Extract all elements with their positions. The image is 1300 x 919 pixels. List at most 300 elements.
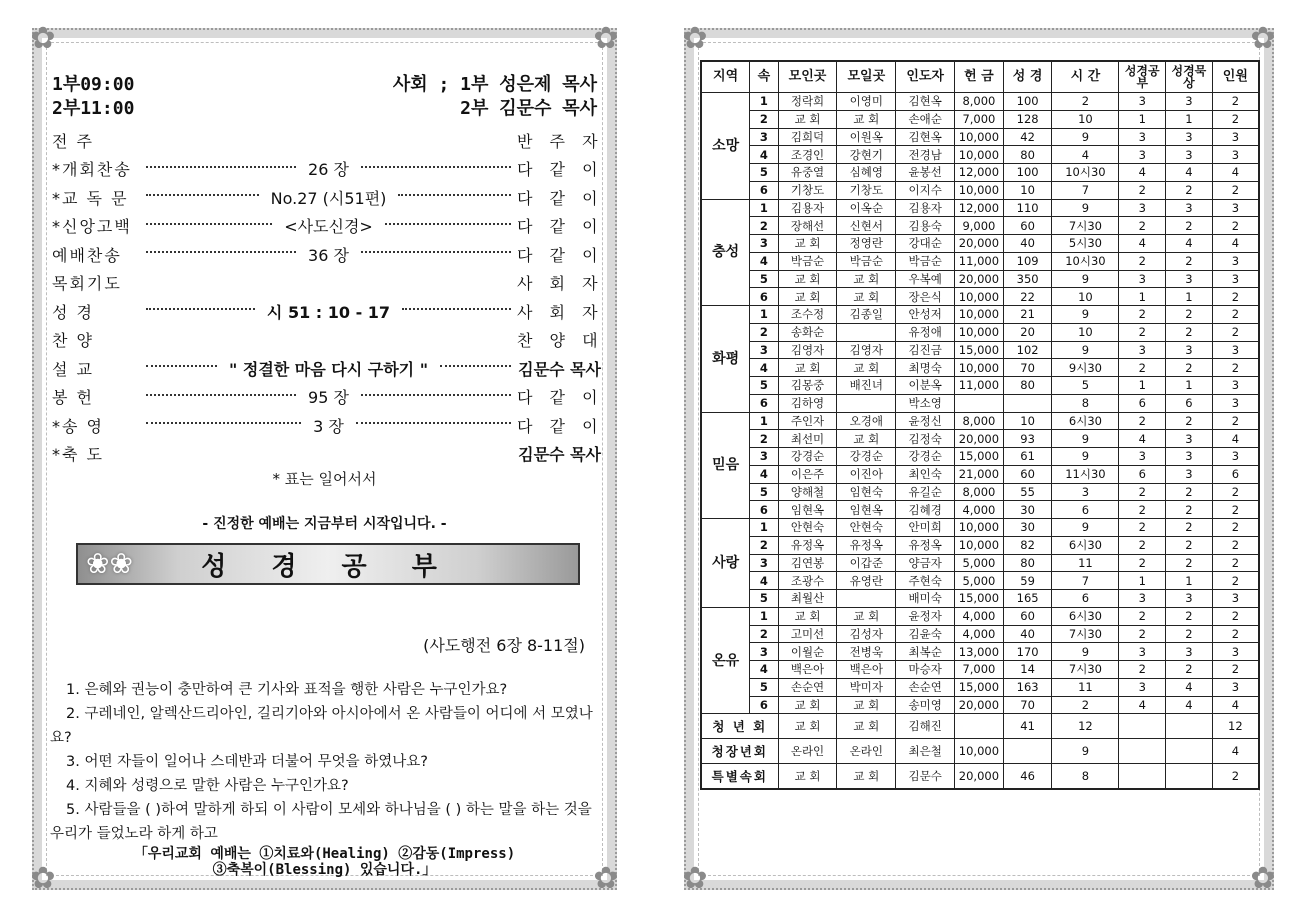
table-row — [701, 519, 1259, 537]
table-header-row — [701, 61, 1259, 93]
table-cell: 전병욱 — [837, 643, 896, 661]
table-cell: 6 — [1166, 394, 1213, 412]
question: 3. 어떤 자들이 일어나 스데반과 더불어 무엇을 하였나요? — [66, 754, 428, 770]
table-cell: 4 — [1119, 696, 1166, 714]
left-page — [30, 21, 619, 896]
table-cell — [1003, 739, 1052, 764]
order-responsible: 다 같 이 — [517, 416, 604, 436]
table-cell — [837, 590, 896, 608]
table-cell: 100 — [1003, 93, 1052, 111]
table-cell: 7 — [1052, 181, 1119, 199]
table-cell: 안현숙 — [837, 519, 896, 537]
table-row — [701, 377, 1259, 395]
dot-leader — [385, 223, 511, 225]
table-cell: 80 — [1003, 377, 1052, 395]
table-cell: 김연봉 — [778, 554, 837, 572]
table-cell: 이월순 — [778, 643, 837, 661]
table-row — [701, 536, 1259, 554]
dot-leader — [361, 166, 511, 168]
table-cell: 2 — [1166, 252, 1213, 270]
table-cell: 3 — [750, 341, 778, 359]
table-cell: 최복순 — [896, 643, 955, 661]
bible-study-banner — [76, 543, 580, 585]
table-cell: 7시30 — [1052, 625, 1119, 643]
table-cell: 교 회 — [837, 110, 896, 128]
table-cell: 8,000 — [955, 93, 1004, 111]
cell-group-schedule-table — [700, 60, 1260, 790]
table-cell: 2 — [1119, 412, 1166, 430]
order-item — [140, 300, 517, 323]
table-cell: 110 — [1003, 199, 1052, 217]
table-cell: 10 — [1052, 323, 1119, 341]
table-cell: 1 — [1119, 377, 1166, 395]
table-cell: 15,000 — [955, 448, 1004, 466]
table-cell: 6시30 — [1052, 536, 1119, 554]
table-cell: 3 — [1166, 341, 1213, 359]
table-cell: 이옥순 — [837, 199, 896, 217]
order-detail: 3 장 — [307, 414, 350, 437]
table-cell: 2 — [1212, 93, 1259, 111]
table-cell: 교 회 — [778, 764, 837, 790]
table-row — [701, 661, 1259, 679]
col-header: 헌 금 — [955, 61, 1004, 93]
order-responsible: 김문수 목사 — [518, 445, 601, 465]
table-cell: 59 — [1003, 572, 1052, 590]
table-cell: 11 — [1052, 678, 1119, 696]
table-row — [701, 554, 1259, 572]
table-cell: 2 — [1166, 359, 1213, 377]
table-cell: 2 — [750, 323, 778, 341]
table-row — [701, 430, 1259, 448]
table-cell: 교 회 — [778, 288, 837, 306]
table-row — [701, 306, 1259, 324]
order-detail: " 정결한 마음 다시 구하기 " — [223, 357, 434, 380]
table-cell: 4 — [1119, 235, 1166, 253]
table-cell: 3 — [1166, 146, 1213, 164]
order-item — [140, 186, 517, 209]
dot-leader — [146, 166, 296, 168]
table-cell: 최인숙 — [896, 465, 955, 483]
table-cell: 2 — [1212, 661, 1259, 679]
table-cell: 2 — [1212, 217, 1259, 235]
table-cell: 12 — [1212, 714, 1259, 739]
table-cell: 10,000 — [955, 128, 1004, 146]
table-cell: 교 회 — [778, 714, 837, 739]
table-cell: 9 — [1052, 519, 1119, 537]
order-row — [52, 383, 604, 412]
table-cell: 2 — [1166, 483, 1213, 501]
table-cell: 2 — [1119, 536, 1166, 554]
table-cell — [1166, 764, 1213, 790]
table-cell: 유길순 — [896, 483, 955, 501]
table-cell: 9 — [1052, 430, 1119, 448]
table-cell: 9 — [1052, 270, 1119, 288]
table-cell: 3 — [750, 235, 778, 253]
table-cell: 7 — [1052, 572, 1119, 590]
table-cell: 박금순 — [896, 252, 955, 270]
region-name: 온유 — [701, 607, 750, 714]
table-cell: 양해철 — [778, 483, 837, 501]
table-cell: 3 — [1052, 483, 1119, 501]
order-item — [140, 243, 517, 266]
table-row — [701, 288, 1259, 306]
table-cell: 3 — [1119, 146, 1166, 164]
table-cell: 김하영 — [778, 394, 837, 412]
table-cell: 3 — [1212, 341, 1259, 359]
flower-ornament-icon: ✿ — [682, 21, 708, 56]
table-cell: 3 — [1212, 394, 1259, 412]
table-cell: 30 — [1003, 501, 1052, 519]
table-cell: 김현옥 — [896, 128, 955, 146]
question: 4. 지혜와 성령으로 말한 사람은 누구인가요? — [66, 778, 349, 794]
table-cell: 4,000 — [955, 501, 1004, 519]
table-cell: 55 — [1003, 483, 1052, 501]
table-cell: 2 — [1119, 252, 1166, 270]
table-cell: 윤정신 — [896, 412, 955, 430]
order-responsible: 다 같 이 — [517, 160, 604, 180]
table-cell — [837, 394, 896, 412]
table-cell: 4 — [1119, 430, 1166, 448]
dot-leader — [361, 251, 511, 253]
table-cell: 유정옥 — [837, 536, 896, 554]
table-cell: 심혜영 — [837, 164, 896, 182]
order-responsible: 반 주 자 — [517, 131, 604, 151]
stand-note: * 표는 일어서서 — [272, 470, 377, 488]
table-cell: 교 회 — [837, 288, 896, 306]
table-cell: 5 — [1052, 377, 1119, 395]
table-cell: 우복예 — [896, 270, 955, 288]
table-cell: 이은주 — [778, 465, 837, 483]
table-cell: 60 — [1003, 217, 1052, 235]
order-responsible: 사 회 자 — [517, 302, 604, 322]
table-cell: 11,000 — [955, 377, 1004, 395]
order-responsible: 다 같 이 — [517, 388, 604, 408]
table-cell: 기창도 — [778, 181, 837, 199]
order-item — [140, 339, 517, 341]
col-header: 지역 — [701, 61, 750, 93]
table-cell: 양금자 — [896, 554, 955, 572]
table-cell: 교 회 — [778, 359, 837, 377]
table-cell: 4 — [1166, 678, 1213, 696]
table-row — [701, 465, 1259, 483]
table-cell: 김문수 — [896, 764, 955, 790]
table-cell: 송화순 — [778, 323, 837, 341]
table-cell: 41 — [1003, 714, 1052, 739]
closing-line-2: ③축복이(Blessing) 있습니다.」 — [212, 862, 437, 878]
table-cell: 김정숙 — [896, 430, 955, 448]
table-cell: 3 — [1166, 430, 1213, 448]
closing-statement — [32, 846, 617, 878]
table-cell: 10시30 — [1052, 164, 1119, 182]
table-cell: 1 — [750, 93, 778, 111]
table-cell: 2 — [1166, 412, 1213, 430]
scripture-reference: (사도행전 6장 8-11절) — [423, 636, 585, 655]
table-cell: 유영란 — [837, 572, 896, 590]
table-cell: 송미영 — [896, 696, 955, 714]
table-cell: 김현옥 — [896, 93, 955, 111]
table-cell: 3 — [1119, 199, 1166, 217]
table-row — [701, 590, 1259, 608]
table-row — [701, 572, 1259, 590]
table-cell: 15,000 — [955, 341, 1004, 359]
table-cell: 7시30 — [1052, 217, 1119, 235]
table-row — [701, 607, 1259, 625]
table-cell: 임현옥 — [837, 501, 896, 519]
table-cell: 9 — [1052, 739, 1119, 764]
table-cell: 2 — [750, 430, 778, 448]
col-header: 모일곳 — [837, 61, 896, 93]
table-cell: 2 — [1119, 661, 1166, 679]
table-cell — [1166, 714, 1213, 739]
table-cell: 3 — [1119, 678, 1166, 696]
table-row — [701, 164, 1259, 182]
table-cell: 유중열 — [778, 164, 837, 182]
table-cell: 60 — [1003, 465, 1052, 483]
table-row — [701, 483, 1259, 501]
flower-ornament-icon: ✿ — [682, 861, 708, 896]
table-cell: 2 — [1212, 554, 1259, 572]
table-cell: 4,000 — [955, 607, 1004, 625]
table-cell: 20,000 — [955, 430, 1004, 448]
table-cell: 2 — [1119, 519, 1166, 537]
table-cell: 박금순 — [778, 252, 837, 270]
order-item — [140, 385, 517, 408]
table-cell: 5 — [750, 590, 778, 608]
order-detail: 시 51 : 10 - 17 — [261, 300, 396, 323]
table-cell: 3 — [1212, 448, 1259, 466]
table-row — [701, 696, 1259, 714]
table-cell: 1 — [750, 519, 778, 537]
table-cell: 김희덕 — [778, 128, 837, 146]
region-name: 믿음 — [701, 412, 750, 519]
table-cell: 3 — [1119, 341, 1166, 359]
table-cell — [1119, 714, 1166, 739]
order-label: 목회기도 — [52, 274, 122, 294]
table-cell: 10,000 — [955, 288, 1004, 306]
table-cell: 김윤숙 — [896, 625, 955, 643]
order-detail: <사도신경> — [278, 214, 379, 237]
table-cell: 14 — [1003, 661, 1052, 679]
table-cell: 5,000 — [955, 572, 1004, 590]
table-cell: 4 — [750, 146, 778, 164]
table-cell: 1 — [1166, 110, 1213, 128]
order-label: *교 독 문 — [52, 188, 129, 208]
table-cell: 1 — [750, 412, 778, 430]
group-row — [701, 739, 1259, 764]
table-cell: 1 — [1166, 572, 1213, 590]
order-label: 예배찬송 — [52, 245, 122, 265]
table-cell: 최은철 — [896, 739, 955, 764]
order-item — [140, 282, 517, 284]
table-cell: 2 — [1166, 217, 1213, 235]
table-cell: 안미희 — [896, 519, 955, 537]
flower-ornament-icon: ✿ — [30, 21, 56, 56]
order-label: *신앙고백 — [52, 217, 132, 237]
table-cell: 강경순 — [837, 448, 896, 466]
table-cell: 10,000 — [955, 359, 1004, 377]
table-cell: 2 — [1119, 625, 1166, 643]
order-row — [52, 155, 604, 184]
table-cell: 박금순 — [837, 252, 896, 270]
order-label: *개회찬송 — [52, 160, 132, 180]
table-cell: 10,000 — [955, 739, 1004, 764]
table-cell: 2 — [1212, 764, 1259, 790]
order-detail: 36 장 — [302, 243, 355, 266]
table-cell: 10 — [1003, 412, 1052, 430]
order-item — [140, 139, 517, 141]
region-name: 소망 — [701, 93, 750, 200]
service-time: 1부09:00 — [52, 74, 135, 95]
region-name: 충성 — [701, 199, 750, 306]
table-cell — [1166, 739, 1213, 764]
table-cell: 오경애 — [837, 412, 896, 430]
table-cell: 박소영 — [896, 394, 955, 412]
table-cell: 10,000 — [955, 323, 1004, 341]
table-cell: 3 — [1212, 590, 1259, 608]
table-row — [701, 341, 1259, 359]
table-cell: 3 — [1212, 678, 1259, 696]
table-cell: 5 — [750, 270, 778, 288]
table-cell: 1 — [1166, 288, 1213, 306]
table-cell: 윤정자 — [896, 607, 955, 625]
table-cell: 4 — [750, 359, 778, 377]
table-cell: 82 — [1003, 536, 1052, 554]
table-cell: 3 — [1119, 643, 1166, 661]
table-cell: 최선미 — [778, 430, 837, 448]
table-cell: 2 — [1119, 323, 1166, 341]
table-cell: 12,000 — [955, 199, 1004, 217]
table-cell: 15,000 — [955, 590, 1004, 608]
table-cell: 3 — [1166, 270, 1213, 288]
dot-leader — [440, 365, 511, 367]
col-header: 성경공부 — [1119, 61, 1166, 93]
order-row — [52, 240, 604, 269]
table-cell: 8 — [1052, 394, 1119, 412]
table-cell — [1003, 394, 1052, 412]
table-cell: 2 — [1119, 306, 1166, 324]
question: 5. 사람들을 ( )하여 말하게 하되 이 사람이 모세와 하나님을 ( ) 하는 말을 하는 것을 우리가 들었노라 하게 하고 — [50, 802, 592, 842]
order-label: 성 경 — [52, 302, 94, 322]
table-cell: 이지수 — [896, 181, 955, 199]
order-label: *축 도 — [52, 445, 104, 465]
table-cell: 교 회 — [837, 714, 896, 739]
table-cell: 정락희 — [778, 93, 837, 111]
table-cell: 전경남 — [896, 146, 955, 164]
table-cell: 20,000 — [955, 764, 1004, 790]
order-label: 찬 양 — [52, 331, 94, 351]
worship-order — [52, 126, 604, 468]
table-cell: 조수정 — [778, 306, 837, 324]
dot-leader — [146, 394, 296, 396]
question: 1. 은혜와 권능이 충만하여 큰 기사와 표적을 행한 사람은 누구인가요? — [66, 682, 508, 698]
table-cell: 김용자 — [778, 199, 837, 217]
table-cell: 8,000 — [955, 412, 1004, 430]
group-name: 청장년회 — [701, 739, 778, 764]
col-header: 성경묵상 — [1166, 61, 1213, 93]
table-cell: 7시30 — [1052, 661, 1119, 679]
col-header: 인도자 — [896, 61, 955, 93]
table-cell: 12,000 — [955, 164, 1004, 182]
flower-ornament-icon: ✿ — [1250, 21, 1276, 56]
table-cell: 2 — [1212, 181, 1259, 199]
motto: - 진정한 예배는 지금부터 시작입니다. - — [202, 516, 447, 532]
dot-leader — [146, 251, 296, 253]
region-name: 사랑 — [701, 519, 750, 608]
table-cell: 2 — [1166, 536, 1213, 554]
order-row — [52, 212, 604, 241]
table-cell: 40 — [1003, 235, 1052, 253]
table-cell: 11 — [1052, 554, 1119, 572]
table-cell — [1119, 764, 1166, 790]
table-cell: 2 — [1212, 483, 1259, 501]
table-cell: 1 — [750, 607, 778, 625]
table-cell: 102 — [1003, 341, 1052, 359]
table-cell: 3 — [1119, 93, 1166, 111]
dot-leader — [361, 394, 511, 396]
table-cell: 3 — [1212, 199, 1259, 217]
table-cell: 4 — [1212, 164, 1259, 182]
table-cell: 6 — [1052, 501, 1119, 519]
order-detail: 95 장 — [302, 385, 355, 408]
dot-leader — [146, 365, 217, 367]
table-cell: 3 — [750, 554, 778, 572]
table-cell: 2 — [1166, 181, 1213, 199]
table-row — [701, 235, 1259, 253]
table-cell: 2 — [1212, 536, 1259, 554]
table-cell: 80 — [1003, 146, 1052, 164]
table-cell: 2 — [1212, 323, 1259, 341]
table-cell: 2 — [1119, 607, 1166, 625]
table-row — [701, 146, 1259, 164]
table-cell: 손애순 — [896, 110, 955, 128]
flower-ornament-icon: ✿ — [593, 21, 619, 56]
table-cell: 주인자 — [778, 412, 837, 430]
table-cell: 온라인 — [837, 739, 896, 764]
table-cell — [837, 323, 896, 341]
table-cell: 2 — [1119, 554, 1166, 572]
table-cell: 1 — [750, 306, 778, 324]
dot-leader — [146, 308, 255, 310]
table-cell: 4 — [1212, 430, 1259, 448]
table-cell: 2 — [750, 217, 778, 235]
table-cell: 9 — [1052, 448, 1119, 466]
order-responsible: 사 회 자 — [517, 274, 604, 294]
table-cell: 고미선 — [778, 625, 837, 643]
table-cell: 2 — [1212, 412, 1259, 430]
table-cell — [1119, 739, 1166, 764]
table-cell: 163 — [1003, 678, 1052, 696]
table-cell: 6 — [750, 501, 778, 519]
table-cell: 김몽중 — [778, 377, 837, 395]
table-row — [701, 270, 1259, 288]
table-cell: 2 — [1166, 607, 1213, 625]
table-row — [701, 625, 1259, 643]
table-cell: 6 — [750, 181, 778, 199]
table-cell: 박미자 — [837, 678, 896, 696]
table-cell: 3 — [1212, 643, 1259, 661]
table-cell: 김성자 — [837, 625, 896, 643]
table-cell: 4 — [750, 252, 778, 270]
dot-leader — [146, 422, 301, 424]
service-leader: 사회 ; 1부 성은제 목사 — [392, 74, 597, 95]
table-cell: 2 — [1166, 661, 1213, 679]
table-cell: 2 — [1119, 181, 1166, 199]
table-row — [701, 394, 1259, 412]
table-cell: 교 회 — [837, 430, 896, 448]
table-cell: 교 회 — [778, 607, 837, 625]
table-cell: 21 — [1003, 306, 1052, 324]
order-item — [140, 157, 517, 180]
